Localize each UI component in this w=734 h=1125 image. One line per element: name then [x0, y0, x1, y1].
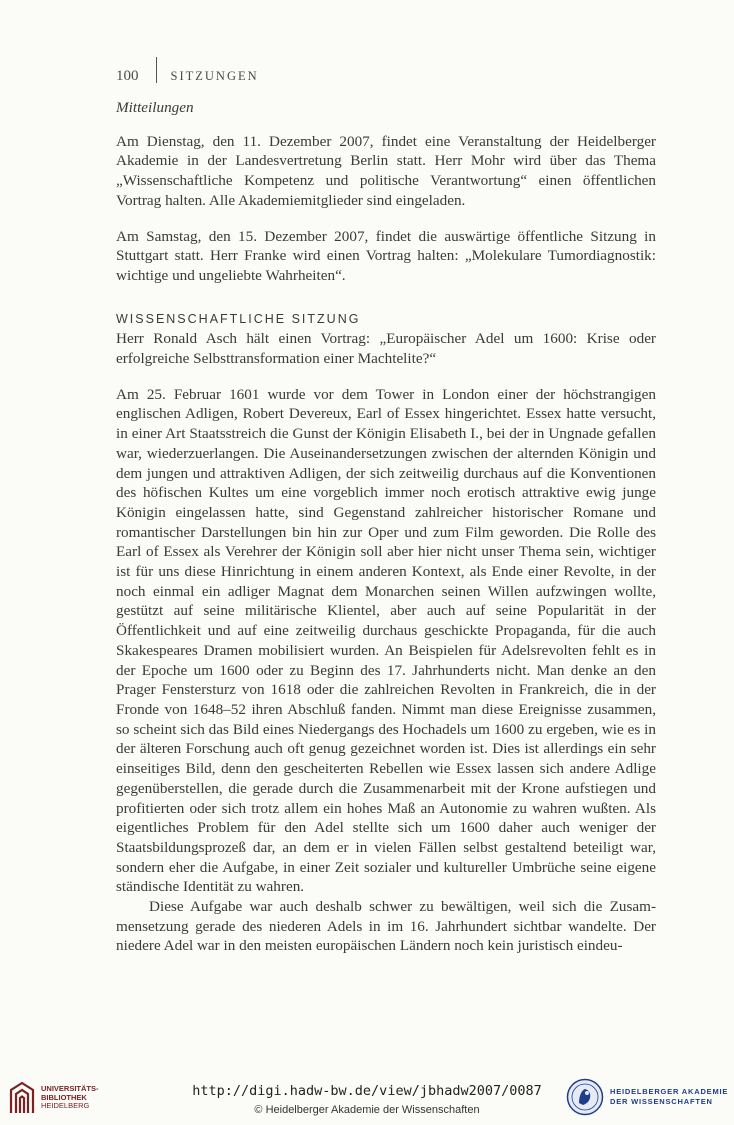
academy-name	[610, 1087, 728, 1107]
lecture-intro: Herr Ronald Asch hält einen Vortrag: „Europäischer Adel um 1600: Krise oder erfolgreiche Selbsttransformation einer Machtelite?“	[116, 330, 656, 368]
mitteilungen-heading: Mitteilungen	[116, 99, 194, 116]
page-body	[116, 98, 656, 956]
lecture-paragraph-2: Diese Aufgabe war auch deshalb schwer zu bewältigen, weil sich die Zusammensetzung gerade des niederen Adels in im 16. Jahrhundert sichtbar wandelte. Der niedere Adel war in den meisten europäischen Ländern noch kein juristisch eindeu-	[116, 898, 656, 955]
academy-logo	[566, 1078, 728, 1116]
page-number: 100	[116, 67, 139, 84]
academy-line-2: DER WISSENSCHAFTEN	[610, 1097, 713, 1106]
academy-line-1: HEIDELBERGER AKADEMIE	[610, 1087, 729, 1096]
section-heading: WISSENSCHAFTLICHE SITZUNG	[116, 311, 361, 326]
permalink-url[interactable]: http://digi.hadw-bw.de/view/jbhadw2007/0087	[192, 1083, 542, 1099]
library-line-2: BIBLIOTHEK	[41, 1092, 87, 1102]
library-line-1: UNIVERSITÄTS-	[41, 1084, 99, 1093]
copyright-notice: © Heidelberger Akademie der Wissenschaften	[254, 1104, 480, 1116]
digitization-footer	[0, 1070, 734, 1125]
section-title: SITZUNGEN	[170, 68, 259, 83]
mitteilungen-paragraph-1: Am Dienstag, den 11. Dezember 2007, findet eine Veranstaltung der Heidelberger Akademie in der Landesvertretung Berlin statt. Herr Mohr wird über das Thema „Wissenschaftliche Kompetenz und politische Verantwortung“ einen öffentlichen Vortrag halten. Alle Akademiemitglieder sind eingeladen.	[116, 132, 656, 209]
lecture-paragraph-1: Am 25. Februar 1601 wurde vor dem Tower in London einer der höchstrangigen englischen Adligen, Robert Devereux, Earl of Essex hingerichtet. Essex hatte versucht, in einer Art Staatsstreich die Gunst der Königin Elisabeth I., bei der in Ungnade gefallen war, wiederzuerlangen. Die Auseinandersetzungen zwischen der alternden Königin und dem jungen und attraktiven Adligen, der sich zeitweilig durchaus auf die Konventionen des höfischen Kultes um eine vorgeblich immer noch erotisch attraktive ewig junge Königin eingelassen hatte, sind Gegenstand zahlreicher historischer Romane und romantischer Darstellungen bin hin zur Oper und zum Film geworden. Die Rolle des Earl of Essex als Verehrer der Königin soll aber hier nicht unser Thema sein, wichtiger ist für uns diese Hinrichtung in einem anderen Kontext, als Ende einer Revolte, in der noch einmal ein adliger Magnat dem Monarchen seinen Willen aufzwingen wollte, gestützt auf seine militärische Klientel, aber auch auf seine Popularität in der Öffentlichkeit und auf eine zeitweilig durchaus geschickte Propaganda, für die auch Skakespeares Dramen mobilisiert wurden. An Beispielen für Adelsrevolten fehlt es in der Epoche um 1600 oder zu Beginn des 17. Jahrhunderts nicht. Man denke an den Prager Fenstersturz von 1618 oder die zahlreichen Revolten in Frankreich, die in der Fronde von 1648–52 ihren Abschluß fanden. Nimmt man diese Ereignisse zusammen, so scheint sich das Bild eines Niedergangs des Hochadels um 1600 zu ergeben, wie es in der älteren Forschung auch oft genug gezeichnet worden ist. Dies ist allerdings ein sehr einseitiges Bild, denn den gescheiterten Rebellen wie Essex lassen sich andere Adlige gegenüberstellen, die gerade durch die Zusammenarbeit mit der Krone aufstiegen und profitierten oder sich trotz allem ein hohes Maß an Autonomie zu wahren wußten. Als eigentliches Problem für den Adel stellte sich um 1600 daher auch weniger der Staatsbildungsprozeß dar, an dem er in vielen Fällen selbst gestaltend beteiligt war, sondern eher die Aufgabe, in einer Zeit sozialer und kultureller Umbrüche seine eigene ständische Identität zu wahren.	[116, 385, 656, 896]
mitteilungen-paragraph-2: Am Samstag, den 15. Dezember 2007, findet die auswärtige öffentliche Sitzung in Stuttgart statt. Herr Franke wird einen Vortrag halten: „Molekulare Tumordiagnostik: wichtige und ungeliebte Wahrheiten“.	[116, 227, 656, 284]
academy-seal-icon	[566, 1078, 604, 1116]
header-divider	[156, 57, 157, 83]
running-head	[116, 63, 259, 89]
library-line-3: HEIDELBERG	[41, 1101, 90, 1110]
